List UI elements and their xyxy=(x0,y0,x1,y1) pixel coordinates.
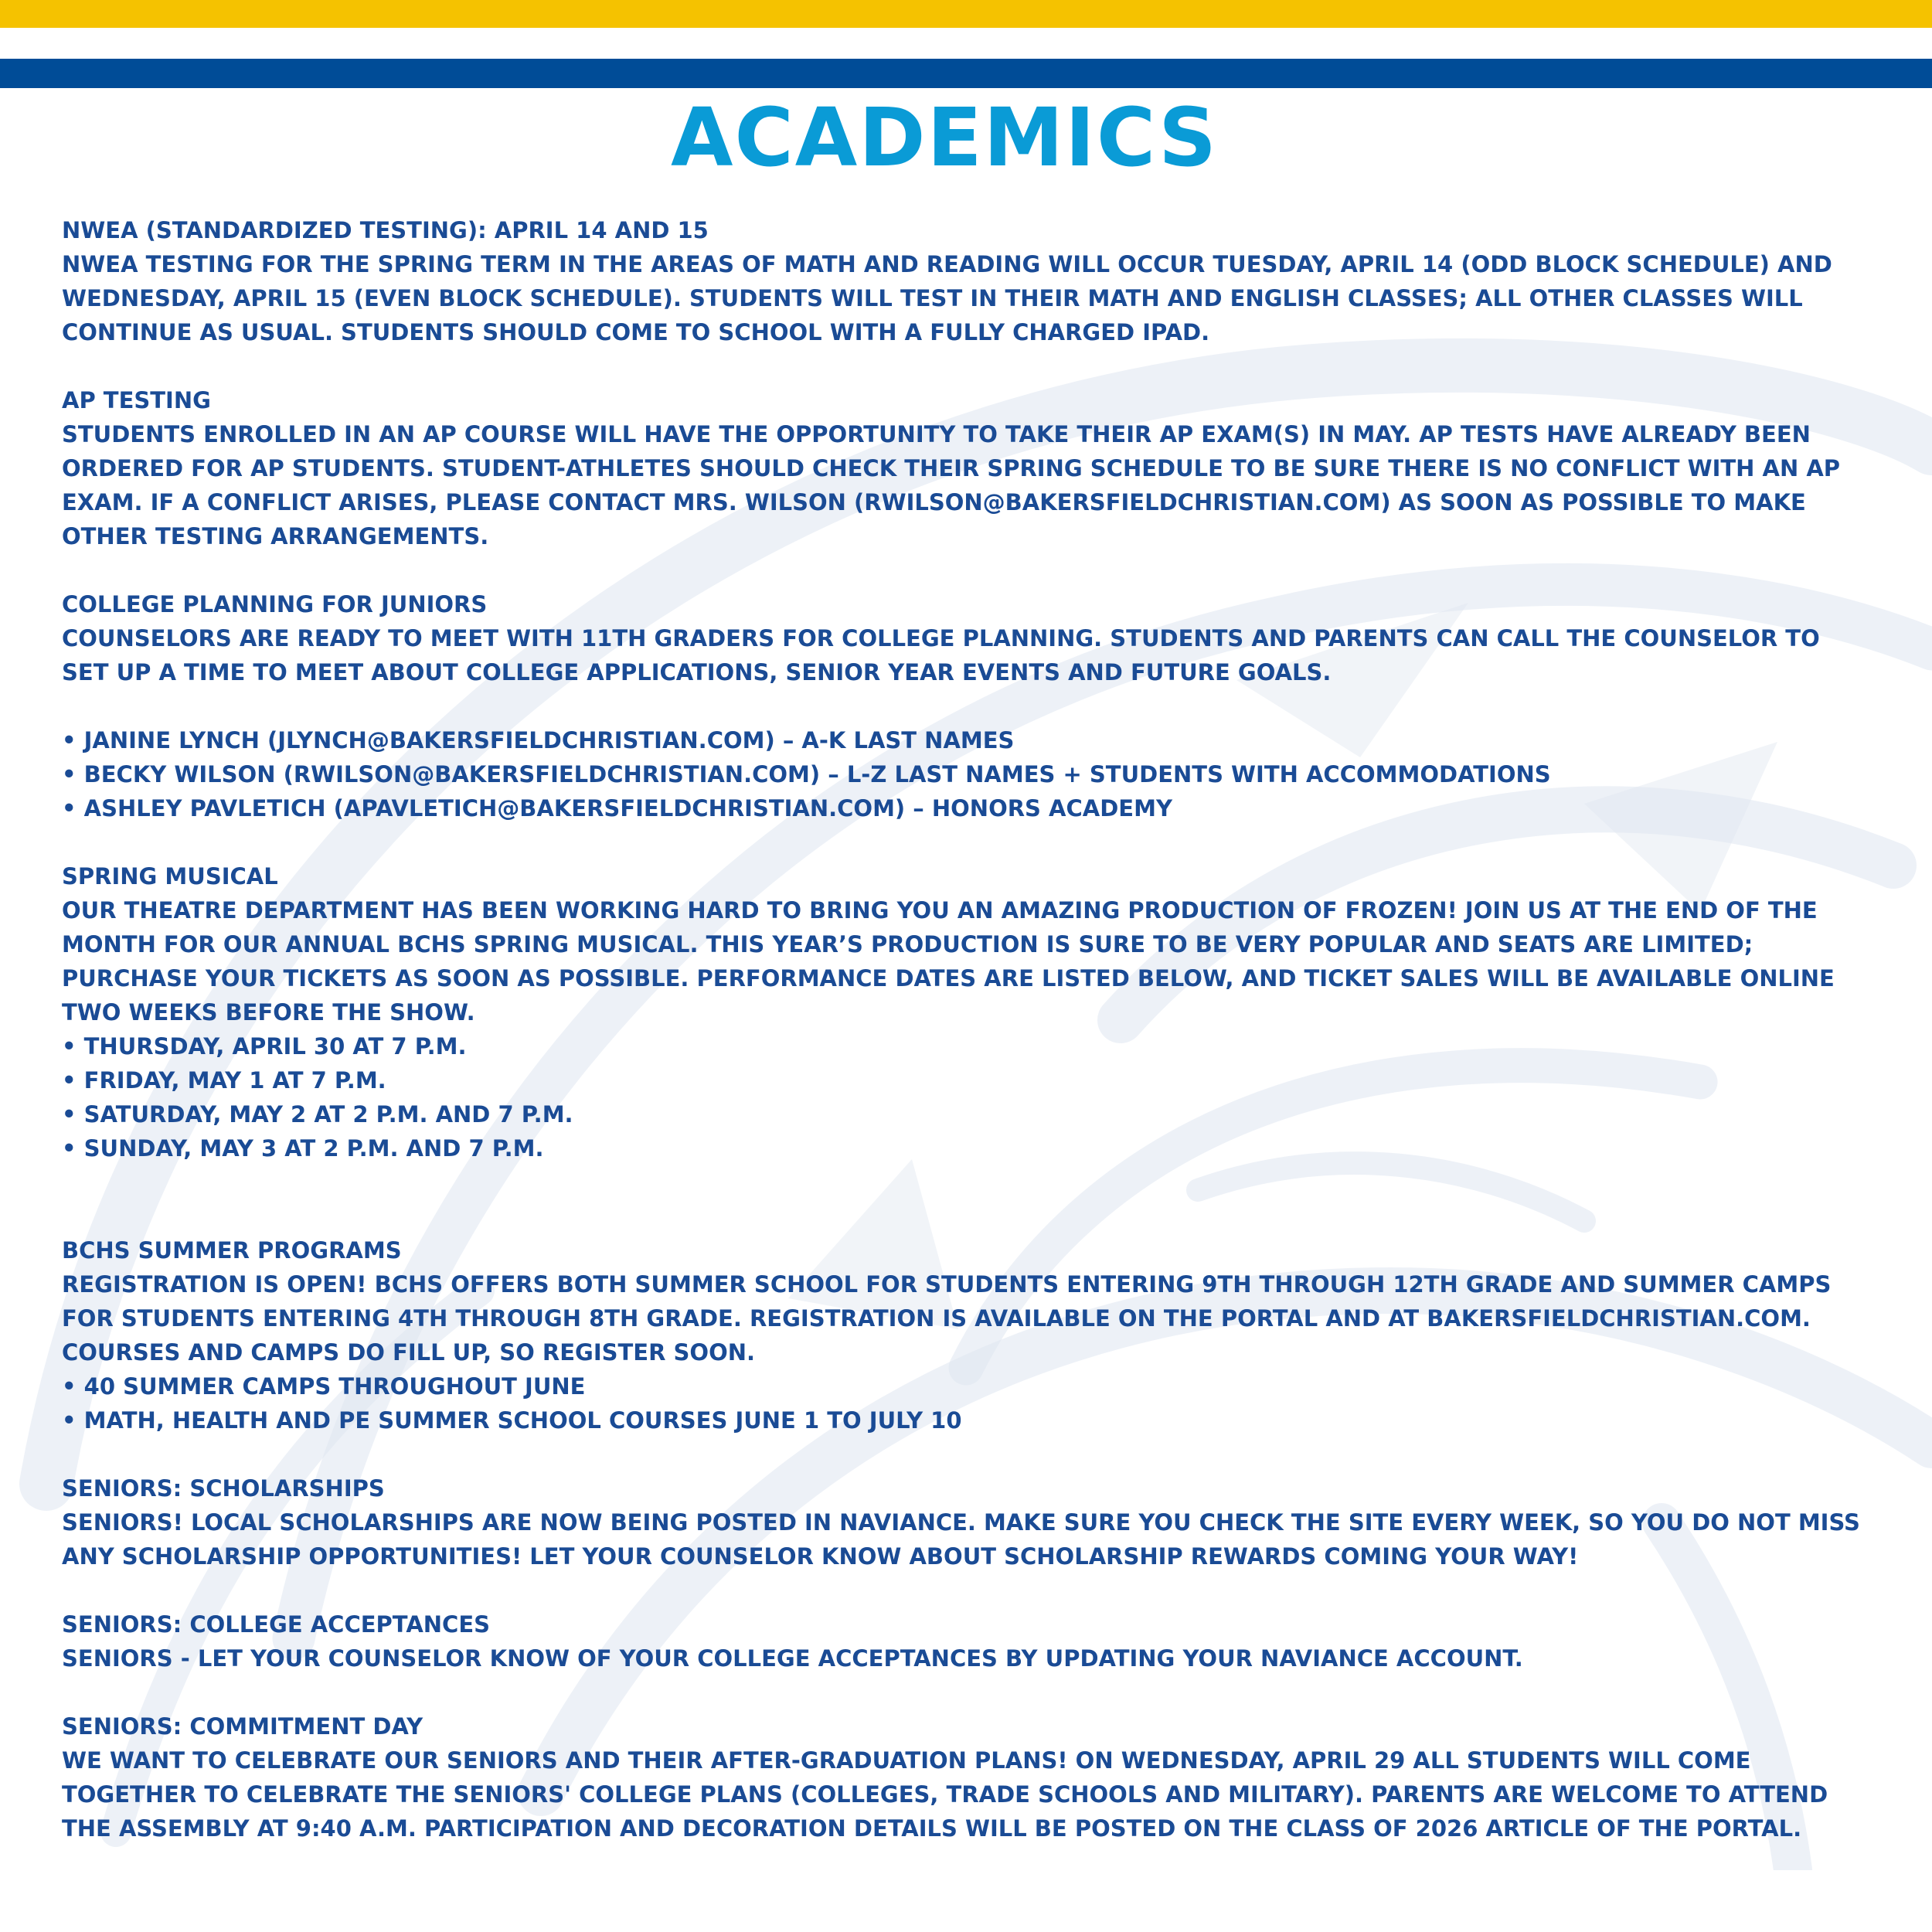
section-body: OUR THEATRE DEPARTMENT HAS BEEN WORKING HARD TO BRING YOU AN AMAZING PRODUCTION OF FROZEN! JOIN US AT THE END OF THE MONTH FOR OUR ANNUAL BCHS SPRING MUSICAL. THIS YEAR’S PRODUCTION IS SURE TO BE VERY POPULAR AND SEATS ARE LIMITED; PURCHASE YOUR TICKETS AS SOON AS POSSIBLE. PERFORMANCE DATES ARE LISTED BELOW, AND TICKET SALES WILL BE AVAILABLE ONLINE TWO WEEKS BEFORE THE SHOW. xyxy=(62,897,1835,1026)
section-body: WE WANT TO CELEBRATE OUR SENIORS AND THEIR AFTER-GRADUATION PLANS! ON WEDNESDAY, APRIL 29 ALL STUDENTS WILL COME TOGETHER TO CELEBRATE THE SENIORS' COLLEGE PLANS (COLLEGES, TRADE SCHOOLS AND MILITARY). PARENTS ARE WELCOME TO ATTEND THE ASSEMBLY AT 9:40 A.M. PARTICIPATION AND DECORATION DETAILS WILL BE POSTED ON THE CLASS OF 2026 ARTICLE OF THE PORTAL. xyxy=(62,1747,1828,1842)
list-item: • FRIDAY, MAY 1 AT 7 P.M. xyxy=(62,1063,1870,1097)
section-nwea xyxy=(62,213,1870,349)
section-heading: SENIORS: COMMITMENT DAY xyxy=(62,1713,423,1740)
content-body xyxy=(62,213,1870,1879)
summer-programs-list xyxy=(62,1369,1870,1437)
section-body: SENIORS - LET YOUR COUNSELOR KNOW OF YOUR COLLEGE ACCEPTANCES BY UPDATING YOUR NAVIANCE ACCOUNT. xyxy=(62,1645,1523,1672)
top-navy-stripe xyxy=(0,59,1932,88)
counselor-list xyxy=(62,723,1870,825)
section-heading: AP TESTING xyxy=(62,387,211,413)
list-item: • SATURDAY, MAY 2 AT 2 P.M. AND 7 P.M. xyxy=(62,1097,1870,1131)
section-scholarships xyxy=(62,1471,1870,1573)
performance-dates-list xyxy=(62,1029,1870,1165)
list-item: • 40 SUMMER CAMPS THROUGHOUT JUNE xyxy=(62,1369,1870,1403)
section-body: SENIORS! LOCAL SCHOLARSHIPS ARE NOW BEING POSTED IN NAVIANCE. MAKE SURE YOU CHECK THE SITE EVERY WEEK, SO YOU DO NOT MISS ANY SCHOLARSHIP OPPORTUNITIES! LET YOUR COUNSELOR KNOW ABOUT SCHOLARSHIP REWARDS COMING YOUR WAY! xyxy=(62,1509,1860,1570)
list-item: • SUNDAY, MAY 3 AT 2 P.M. AND 7 P.M. xyxy=(62,1131,1870,1165)
section-heading: SENIORS: COLLEGE ACCEPTANCES xyxy=(62,1611,491,1638)
section-heading: BCHS SUMMER PROGRAMS xyxy=(62,1237,402,1264)
top-yellow-stripe xyxy=(0,0,1932,28)
list-item: • MATH, HEALTH AND PE SUMMER SCHOOL COURSES JUNE 1 TO JULY 10 xyxy=(62,1403,1870,1437)
list-item: • THURSDAY, APRIL 30 AT 7 P.M. xyxy=(62,1029,1870,1063)
list-item: • JANINE LYNCH (JLYNCH@BAKERSFIELDCHRISTIAN.COM) – A-K LAST NAMES xyxy=(62,723,1870,757)
section-summer-programs xyxy=(62,1233,1870,1437)
section-heading: NWEA (STANDARDIZED TESTING): APRIL 14 AND 15 xyxy=(62,217,709,243)
section-commitment-day xyxy=(62,1709,1870,1845)
list-item: • ASHLEY PAVLETICH (APAVLETICH@BAKERSFIELDCHRISTIAN.COM) – HONORS ACADEMY xyxy=(62,791,1870,825)
section-ap-testing xyxy=(62,383,1870,553)
list-item: • BECKY WILSON (RWILSON@BAKERSFIELDCHRISTIAN.COM) – L-Z LAST NAMES + STUDENTS WITH ACCOMMODATIONS xyxy=(62,757,1870,791)
section-heading: SPRING MUSICAL xyxy=(62,863,278,889)
section-spring-musical xyxy=(62,859,1870,1165)
section-body: STUDENTS ENROLLED IN AN AP COURSE WILL HAVE THE OPPORTUNITY TO TAKE THEIR AP EXAM(S) IN MAY. AP TESTS HAVE ALREADY BEEN ORDERED FOR AP STUDENTS. STUDENT-ATHLETES SHOULD CHECK THEIR SPRING SCHEDULE TO BE SURE THERE IS NO CONFLICT WITH AN AP EXAM. IF A CONFLICT ARISES, PLEASE CONTACT MRS. WILSON (RWILSON@BAKERSFIELDCHRISTIAN.COM) AS SOON AS POSSIBLE TO MAKE OTHER TESTING ARRANGEMENTS. xyxy=(62,421,1841,549)
section-heading: SENIORS: SCHOLARSHIPS xyxy=(62,1475,385,1502)
section-college-planning xyxy=(62,587,1870,825)
section-body: REGISTRATION IS OPEN! BCHS OFFERS BOTH SUMMER SCHOOL FOR STUDENTS ENTERING 9TH THROUGH 12TH GRADE AND SUMMER CAMPS FOR STUDENTS ENTERING 4TH THROUGH 8TH GRADE. REGISTRATION IS AVAILABLE ON THE PORTAL AND AT BAKERSFIELDCHRISTIAN.COM. COURSES AND CAMPS DO FILL UP, SO REGISTER SOON. xyxy=(62,1271,1832,1366)
section-body: NWEA TESTING FOR THE SPRING TERM IN THE AREAS OF MATH AND READING WILL OCCUR TUESDAY, APRIL 14 (ODD BLOCK SCHEDULE) AND WEDNESDAY, APRIL 15 (EVEN BLOCK SCHEDULE). STUDENTS WILL TEST IN THEIR MATH AND ENGLISH CLASSES; ALL OTHER CLASSES WILL CONTINUE AS USUAL. STUDENTS SHOULD COME TO SCHOOL WITH A FULLY CHARGED IPAD. xyxy=(62,251,1832,345)
section-body: COUNSELORS ARE READY TO MEET WITH 11TH GRADERS FOR COLLEGE PLANNING. STUDENTS AND PARENTS CAN CALL THE COUNSELOR TO SET UP A TIME TO MEET ABOUT COLLEGE APPLICATIONS, SENIOR YEAR EVENTS AND FUTURE GOALS. xyxy=(62,625,1820,685)
section-heading: COLLEGE PLANNING FOR JUNIORS xyxy=(62,591,488,617)
page-title: ACADEMICS xyxy=(670,90,1218,185)
section-college-acceptances xyxy=(62,1607,1870,1675)
